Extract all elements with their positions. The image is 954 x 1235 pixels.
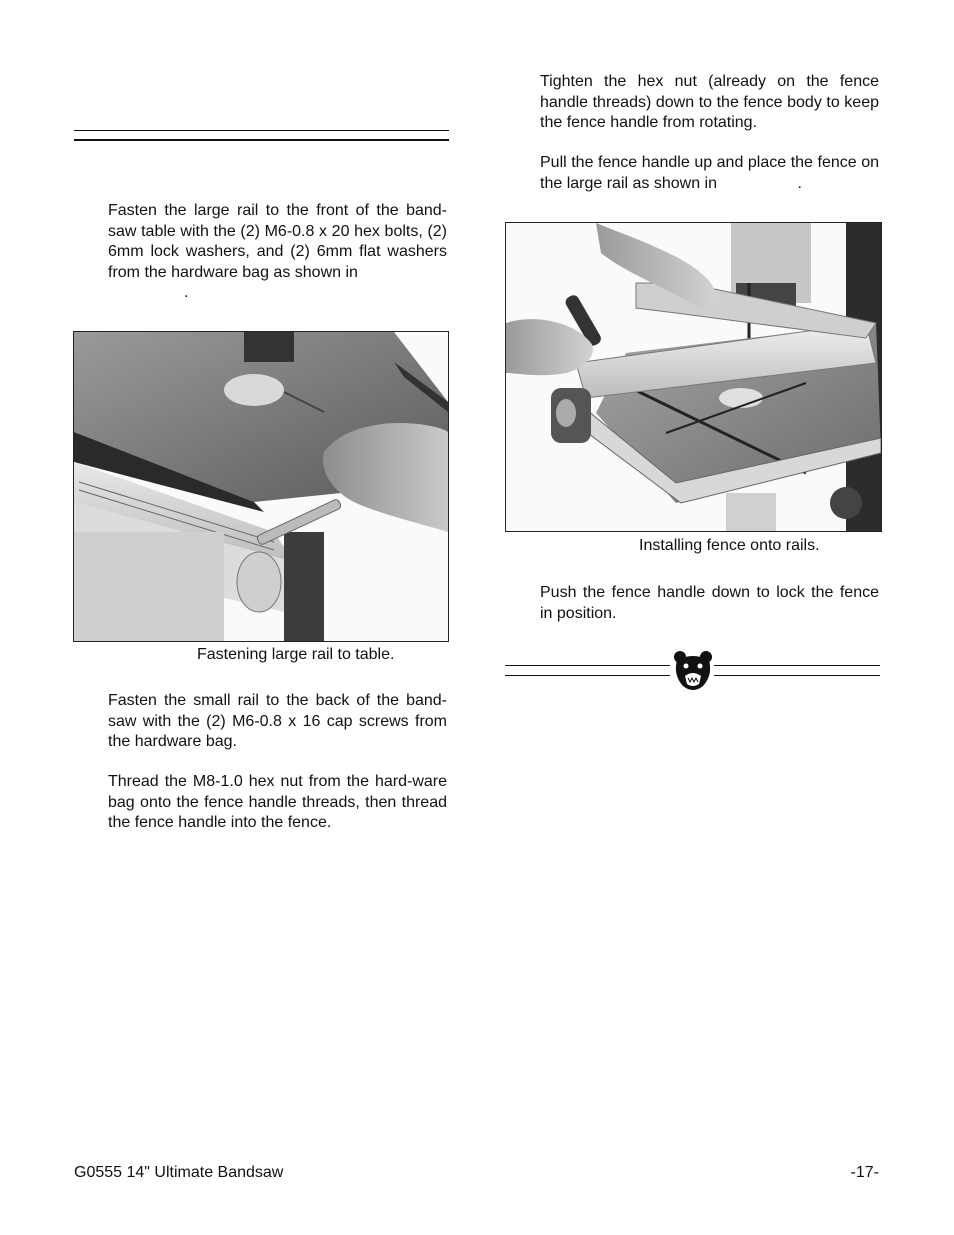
section-end-rule-right-bottom [714, 675, 880, 676]
step-5-body: Pull the fence handle up and place the fence on the large rail as shown in [540, 154, 879, 192]
figure-2-photo [505, 222, 882, 532]
step-3-text: Thread the M8-1.0 hex nut from the hard-ware bag onto the fence handle threads, then thread the fence handle into the fence. [108, 773, 447, 831]
footer-page-number: -17- [850, 1164, 879, 1181]
figure-1-photo [73, 331, 449, 642]
step-2-text: Fasten the small rail to the back of the band-saw with the (2) M6-0.8 x 16 cap screws from the hardware bag. [108, 692, 447, 750]
step-5-end: . [797, 174, 802, 192]
section-end-rule-right-top [714, 665, 880, 666]
section-end-rule-left-top [505, 665, 670, 666]
step-1-text [108, 201, 447, 304]
step-1-body: Fasten the large rail to the front of the band-saw table with the (2) M6-0.8 x 20 hex bolts, (2) 6mm lock washers, and (2) 6mm flat washers from the hardware bag as shown in [108, 202, 447, 281]
footer-title: G0555 14" Ultimate Bandsaw [74, 1164, 284, 1181]
step-6-text: Push the fence handle down to lock the fence in position. [540, 584, 879, 622]
step-4-text: Tighten the hex nut (already on the fence handle threads) down to the fence body to keep the fence handle from rotating. [540, 73, 879, 131]
step-5-text [540, 153, 879, 194]
section-header-rule-bottom [74, 139, 449, 141]
section-end-rule-left-bottom [505, 675, 670, 676]
figure-2-caption: Installing fence onto rails. [639, 537, 820, 554]
figure-1-caption: Fastening large rail to table. [197, 646, 395, 663]
step-1-end: . [184, 284, 189, 301]
section-header-rule-top [74, 130, 449, 131]
bear-logo-icon [673, 650, 713, 692]
